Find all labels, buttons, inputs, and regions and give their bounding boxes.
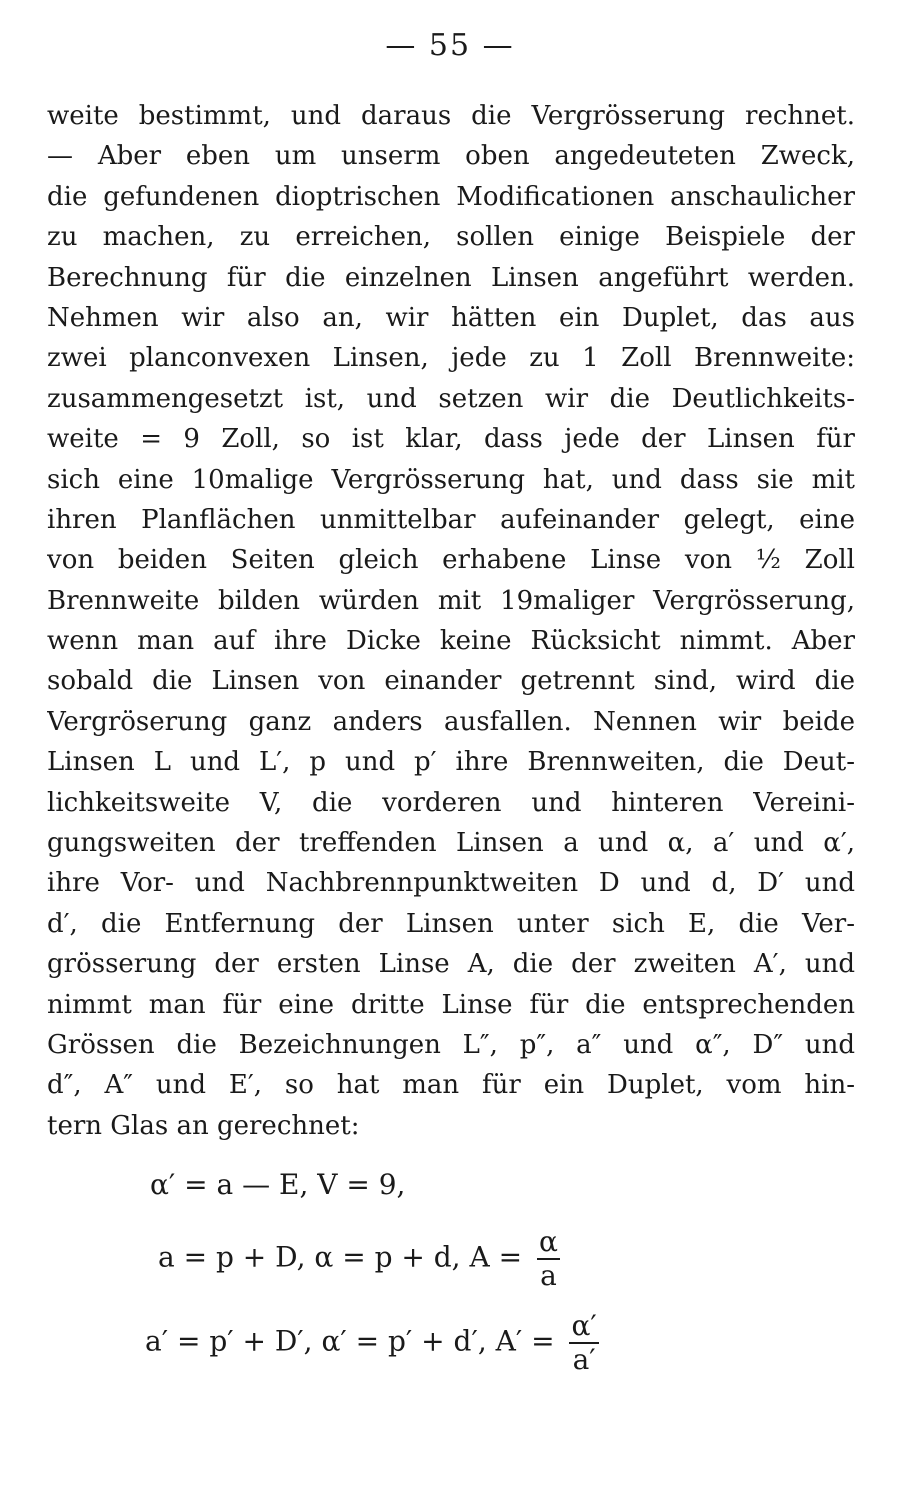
- formula-3-text: a′ = p′ + D′, α′ = p′ + d′, A′ =: [145, 1324, 555, 1358]
- fraction-numerator: α: [538, 1225, 558, 1258]
- text-line: ihre Vor- und Nachbrennpunktweiten D und d, D′ und: [47, 868, 855, 899]
- fraction-numerator: α′: [571, 1309, 597, 1342]
- text-line: sich eine 10malige Vergrösserung hat, und dass sie mit: [47, 464, 855, 495]
- page-number-header: — 55 —: [385, 28, 515, 63]
- text-line: Nehmen wir also an, wir hätten ein Duplet, das aus: [47, 302, 855, 333]
- text-line: Linsen L und L′, p und p′ ihre Brennweiten, die Deut-: [47, 747, 855, 778]
- formula-2-text: a = p + D, α = p + d, A =: [158, 1240, 523, 1274]
- fraction-denominator: a: [540, 1259, 557, 1292]
- text-line: Berechnung für die einzelnen Linsen angeführt werden.: [47, 262, 855, 293]
- formula-1-text: α′ = a — E, V = 9,: [150, 1168, 406, 1201]
- text-line: lichkeitsweite V, die vorderen und hinteren Vereini-: [47, 787, 855, 818]
- fraction-denominator: a′: [572, 1343, 596, 1376]
- text-line: zwei planconvexen Linsen, jede zu 1 Zoll Brennweite:: [47, 343, 855, 374]
- formula-3-fraction: [569, 1310, 598, 1376]
- formula-2: [158, 1226, 560, 1292]
- text-line: — Aber eben um unserm oben angedeuteten Zweck,: [47, 141, 855, 172]
- formula-2-fraction: [537, 1226, 560, 1292]
- text-line: d″, A″ und E′, so hat man für ein Duplet, vom hin-: [47, 1070, 855, 1101]
- text-line: ihren Planflächen unmittelbar aufeinander gelegt, eine: [47, 504, 855, 535]
- text-line: von beiden Seiten gleich erhabene Linse von ½ Zoll: [47, 545, 855, 576]
- body-text: [47, 96, 855, 1146]
- text-line: Brennweite bilden würden mit 19maliger Vergrösserung,: [47, 585, 855, 616]
- formula-3: [145, 1310, 599, 1376]
- text-line: nimmt man für eine dritte Linse für die entsprechenden: [47, 989, 855, 1020]
- text-line: sobald die Linsen von einander getrennt sind, wird die: [47, 666, 855, 697]
- formula-1: [150, 1168, 405, 1201]
- text-line: Vergröserung ganz anders ausfallen. Nennen wir beide: [47, 706, 855, 737]
- text-line: zusammengesetzt ist, und setzen wir die Deutlichkeits-: [47, 383, 855, 414]
- text-line: zu machen, zu erreichen, sollen einige Beispiele der: [47, 222, 855, 253]
- text-line: grösserung der ersten Linse A, die der zweiten A′, und: [47, 949, 855, 980]
- text-line: d′, die Entfernung der Linsen unter sich E, die Ver-: [47, 908, 855, 939]
- text-line: die gefundenen dioptrischen Modificationen anschaulicher: [47, 181, 855, 212]
- text-line: wenn man auf ihre Dicke keine Rücksicht nimmt. Aber: [47, 626, 855, 657]
- text-line: weite = 9 Zoll, so ist klar, dass jede der Linsen für: [47, 424, 855, 455]
- text-line: gungsweiten der treffenden Linsen a und α, a′ und α′,: [47, 828, 855, 859]
- text-line: tern Glas an gerechnet:: [47, 1110, 360, 1141]
- text-line: Grössen die Bezeichnungen L″, p″, a″ und α″, D″ und: [47, 1029, 855, 1060]
- text-line: weite bestimmt, und daraus die Vergrösserung rechnet.: [47, 101, 855, 131]
